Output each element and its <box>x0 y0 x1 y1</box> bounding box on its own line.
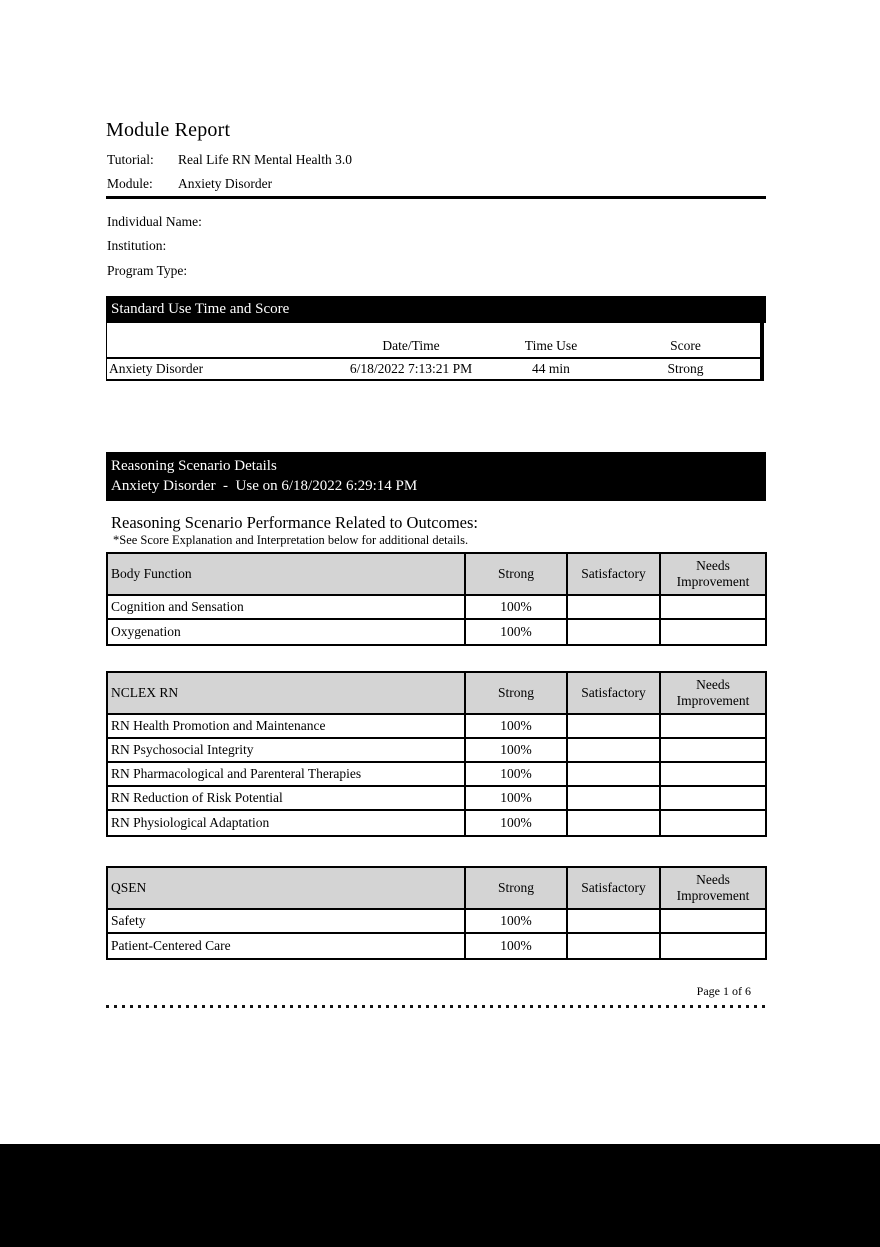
row-satisfactory-value <box>566 811 659 835</box>
row-satisfactory-value <box>566 715 659 737</box>
nclex-header-row <box>108 673 765 715</box>
standard-use-row-time-use: 44 min <box>532 361 570 376</box>
body-function-table <box>106 552 767 646</box>
table-row <box>108 763 765 787</box>
standard-use-header-date-time: Date/Time <box>382 338 440 353</box>
row-label: Patient-Centered Care <box>111 938 231 953</box>
footer-black-band <box>0 1144 880 1247</box>
column-header-strong: Strong <box>464 554 566 594</box>
row-satisfactory-value <box>566 763 659 785</box>
row-label: Oxygenation <box>111 624 181 639</box>
page-break-dashed-separator <box>106 1005 765 1008</box>
row-strong-value: 100% <box>464 910 566 932</box>
standard-use-table-header-row <box>107 323 760 359</box>
row-satisfactory-value <box>566 620 659 644</box>
row-strong-value: 100% <box>464 739 566 761</box>
standard-use-header-score: Score <box>670 338 701 353</box>
table-row <box>107 359 760 379</box>
score-explanation-note: *See Score Explanation and Interpretation below for additional details. <box>113 533 469 547</box>
qsen-table <box>106 866 767 960</box>
row-strong-value: 100% <box>464 763 566 785</box>
row-strong-value: 100% <box>464 715 566 737</box>
row-label: Safety <box>111 913 146 928</box>
tutorial-label: Tutorial: <box>107 152 154 167</box>
reasoning-section-title-line1: Reasoning Scenario Details <box>111 458 277 474</box>
module-label: Module: <box>107 176 153 191</box>
row-satisfactory-value <box>566 787 659 809</box>
table-row <box>108 715 765 739</box>
page-number: Page 1 of 6 <box>696 984 751 998</box>
body-function-header-row <box>108 554 765 596</box>
column-header-satisfactory: Satisfactory <box>566 868 659 908</box>
table-row <box>108 934 765 958</box>
row-label: RN Physiological Adaptation <box>111 815 270 830</box>
row-needs-improvement-value <box>659 811 765 835</box>
row-needs-improvement-value <box>659 739 765 761</box>
row-label: RN Health Promotion and Maintenance <box>111 718 326 733</box>
header-divider-rule <box>106 196 766 199</box>
row-satisfactory-value <box>566 596 659 618</box>
row-strong-value: 100% <box>464 934 566 958</box>
reasoning-performance-heading: Reasoning Scenario Performance Related to Outcomes: <box>111 513 479 532</box>
row-strong-value: 100% <box>464 811 566 835</box>
row-needs-improvement-value <box>659 763 765 785</box>
row-satisfactory-value <box>566 934 659 958</box>
row-needs-improvement-value <box>659 596 765 618</box>
column-header-satisfactory: Satisfactory <box>566 554 659 594</box>
row-label: RN Psychosocial Integrity <box>111 742 254 757</box>
row-needs-improvement-value <box>659 715 765 737</box>
row-needs-improvement-value <box>659 620 765 644</box>
module-value: Anxiety Disorder <box>178 176 273 191</box>
column-header-strong: Strong <box>464 868 566 908</box>
row-label: RN Pharmacological and Parenteral Therapies <box>111 766 362 781</box>
row-satisfactory-value <box>566 910 659 932</box>
row-strong-value: 100% <box>464 620 566 644</box>
individual-name-label: Individual Name: <box>107 214 202 229</box>
tutorial-value: Real Life RN Mental Health 3.0 <box>178 152 352 167</box>
row-strong-value: 100% <box>464 787 566 809</box>
qsen-header-row <box>108 868 765 910</box>
column-header-satisfactory: Satisfactory <box>566 673 659 713</box>
reasoning-scenario-section-header <box>106 452 766 501</box>
column-header-needs-improvement: Needs Improvement <box>659 868 765 908</box>
row-label: RN Reduction of Risk Potential <box>111 790 283 805</box>
standard-use-section-header: Standard Use Time and Score <box>106 296 766 323</box>
table-row <box>108 739 765 763</box>
page-title: Module Report <box>106 119 231 141</box>
column-header-needs-improvement: Needs Improvement <box>659 554 765 594</box>
body-function-title-cell: Body Function <box>111 566 192 581</box>
standard-use-row-score: Strong <box>667 361 704 376</box>
table-row <box>108 787 765 811</box>
row-strong-value: 100% <box>464 596 566 618</box>
standard-use-table <box>106 323 764 381</box>
standard-use-header-time-use: Time Use <box>524 338 578 353</box>
standard-use-row-name: Anxiety Disorder <box>109 361 204 376</box>
row-needs-improvement-value <box>659 787 765 809</box>
nclex-title-cell: NCLEX RN <box>111 685 179 700</box>
institution-label: Institution: <box>107 238 167 253</box>
column-header-strong: Strong <box>464 673 566 713</box>
standard-use-row-date-time: 6/18/2022 7:13:21 PM <box>349 361 473 376</box>
reasoning-section-title-line2: Anxiety Disorder - Use on 6/18/2022 6:29:14 PM <box>111 478 418 494</box>
table-row <box>108 620 765 644</box>
row-needs-improvement-value <box>659 910 765 932</box>
row-satisfactory-value <box>566 739 659 761</box>
qsen-title-cell: QSEN <box>111 880 147 895</box>
table-row <box>108 910 765 934</box>
table-row <box>108 811 765 835</box>
program-type-label: Program Type: <box>107 263 188 278</box>
row-needs-improvement-value <box>659 934 765 958</box>
column-header-needs-improvement: Needs Improvement <box>659 673 765 713</box>
nclex-rn-table <box>106 671 767 837</box>
row-label: Cognition and Sensation <box>111 599 244 614</box>
table-row <box>108 596 765 620</box>
